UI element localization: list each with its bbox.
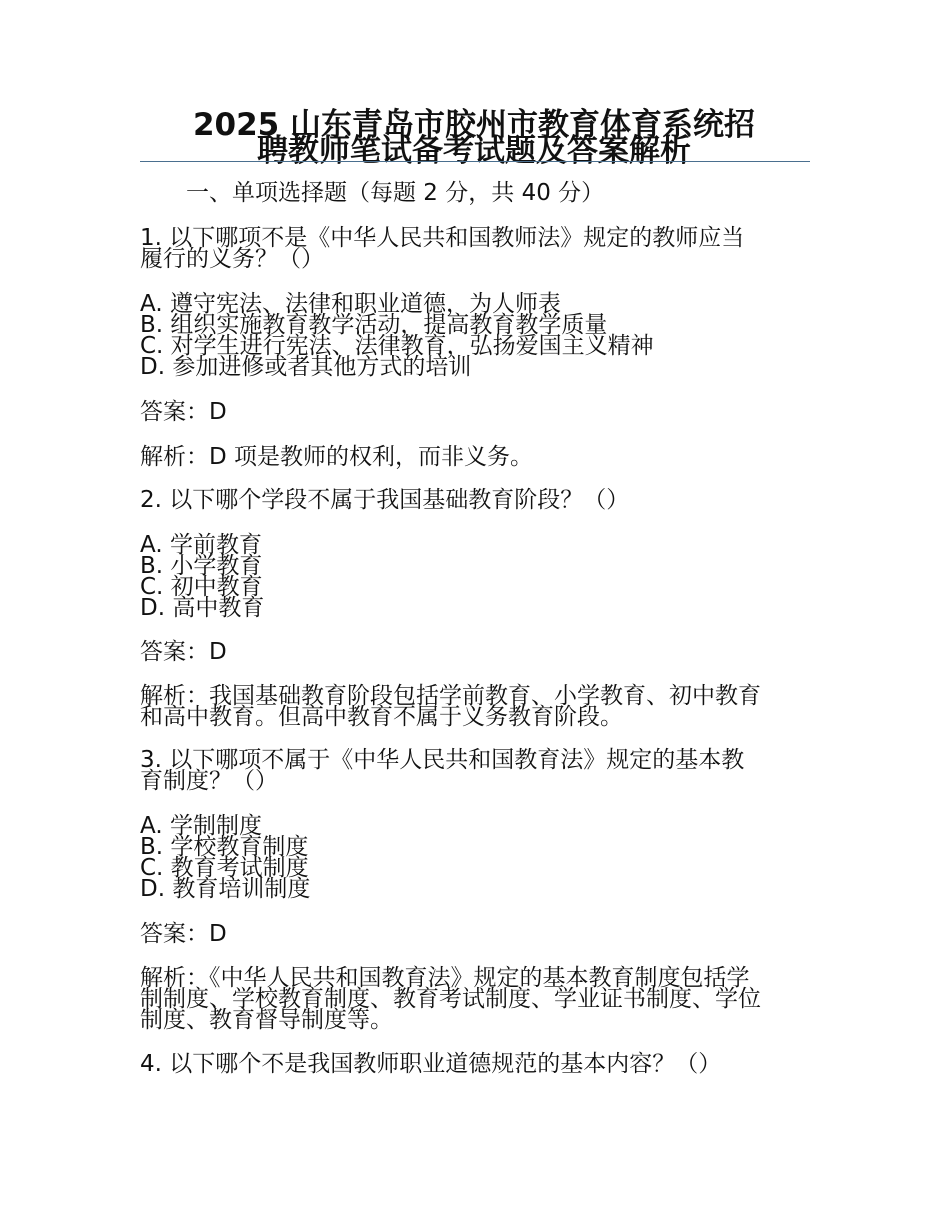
analysis-line: 制制度、学校教育制度、教育考试制度、学业证书制度、学位 [140,986,761,1012]
question-3-stem [140,747,812,794]
question-2-analysis [140,683,812,730]
option-b: B. 学校教育制度 [140,834,309,860]
option-c: C. 对学生进行宪法、法律教育，弘扬爱国主义精神 [140,333,654,359]
question-1-answer [140,399,812,425]
analysis-line: 解析：《中华人民共和国教育法》规定的基本教育制度包括学 [140,965,750,991]
stem-line: 3. 以下哪项不属于《中华人民共和国教育法》规定的基本教 [140,747,745,773]
question-1-options [140,291,812,380]
title-line-2: 聘教师笔试备考试题及答案解析 [257,133,691,169]
answer-text: 答案：D [140,399,227,425]
title-line-1: 2025 山东青岛市胶州市教育体育系统招 [192,107,756,143]
option-a: A. 学前教育 [140,532,262,558]
option-d: D. 高中教育 [140,595,265,621]
question-3-answer [140,921,812,947]
analysis-line: 和高中教育。但高中教育不属于义务教育阶段。 [140,704,623,730]
option-d: D. 参加进修或者其他方式的培训 [140,354,472,380]
option-c: C. 初中教育 [140,574,263,600]
question-1-analysis [140,444,812,470]
stem-line: 育制度？（） [140,768,278,794]
option-b: B. 小学教育 [140,553,263,579]
question-2-stem [140,487,812,513]
analysis-line: 解析：D 项是教师的权利，而非义务。 [140,444,534,470]
question-3-analysis [140,965,812,1033]
document-title [140,107,808,169]
question-4-stem [140,1051,812,1077]
analysis-line: 解析：我国基础教育阶段包括学前教育、小学教育、初中教育 [140,683,761,709]
option-a: A. 学制制度 [140,813,262,839]
stem-line: 2. 以下哪个学段不属于我国基础教育阶段？（） [140,487,630,513]
answer-text: 答案：D [140,921,227,947]
question-2-answer [140,639,812,665]
stem-line: 履行的义务？（） [140,246,324,272]
stem-line: 4. 以下哪个不是我国教师职业道德规范的基本内容？（） [140,1051,722,1077]
question-1-stem [140,225,812,272]
option-a: A. 遵守宪法、法律和职业道德，为人师表 [140,291,561,317]
option-d: D. 教育培训制度 [140,876,311,902]
analysis-line: 制度、教育督导制度等。 [140,1007,393,1033]
option-b: B. 组织实施教育教学活动，提高教育教学质量 [140,312,608,338]
question-2-options [140,532,812,621]
question-3-options [140,813,812,902]
title-divider [140,161,810,162]
stem-line: 1. 以下哪项不是《中华人民共和国教师法》规定的教师应当 [140,225,745,251]
section-heading: 一、单项选择题（每题 2 分，共 40 分） [186,180,605,206]
answer-text: 答案：D [140,639,227,665]
option-c: C. 教育考试制度 [140,855,309,881]
